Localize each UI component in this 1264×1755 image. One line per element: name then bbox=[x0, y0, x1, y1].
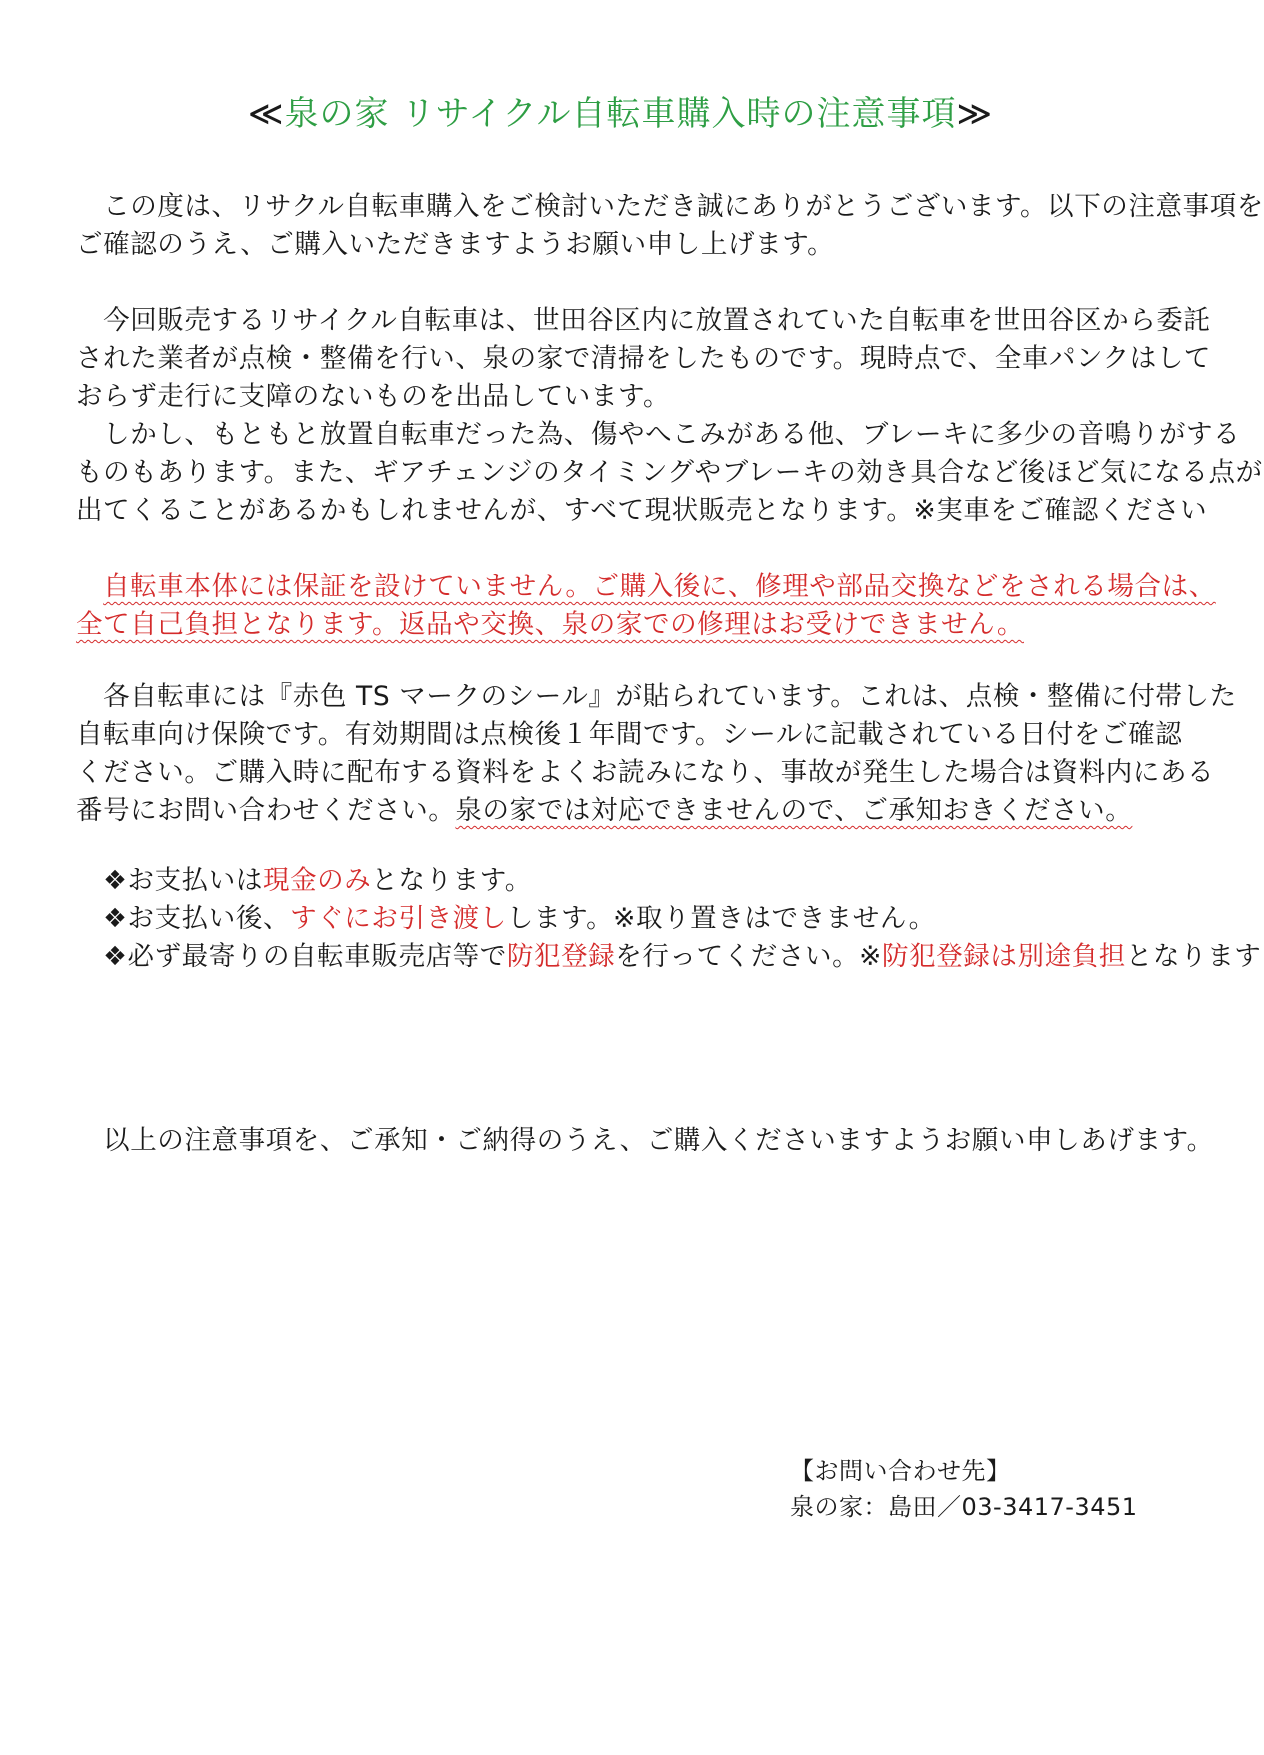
diamond-bullet-icon: ❖ bbox=[103, 941, 128, 972]
notes-list bbox=[76, 862, 1262, 976]
title-text: 泉の家 リサイクル自転車購入時の注意事項 bbox=[284, 94, 957, 134]
insurance-line-4-underlined: 泉の家では対応できませんので、ご承知おきください。 bbox=[455, 795, 1133, 826]
diamond-bullet-icon: ❖ bbox=[103, 865, 128, 896]
insurance-line-2: 自転車向け保険です。有効期間は点検後１年間です。シールに記載されている日付をご確認 bbox=[76, 719, 1183, 750]
diamond-bullet-icon: ❖ bbox=[103, 903, 128, 934]
closing-paragraph bbox=[76, 1122, 1214, 1160]
about-paragraph bbox=[76, 302, 1212, 416]
contact-heading: 【お問い合わせ先】 bbox=[790, 1457, 1011, 1485]
note-item: ❖必ず最寄りの自転車販売店等で防犯登録を行ってください。※防犯登録は別途負担となります bbox=[103, 941, 1262, 972]
title-close-bracket: ≫ bbox=[956, 94, 994, 134]
about-line-2: された業者が点検・整備を行い、泉の家で清掃をしたものです。現時点で、全車パンクはして bbox=[76, 343, 1212, 374]
warranty-paragraph bbox=[76, 568, 1216, 644]
condition-line-1: しかし、もともと放置自転車だった為、傷やへこみがある他、ブレーキに多少の音鳴りがする bbox=[103, 419, 1241, 450]
condition-line-3: 出てくることがあるかもしれませんが、すべて現状販売となります。※実車をご確認ください bbox=[76, 495, 1208, 526]
about-line-1: 今回販売するリサイクル自転車は、世田谷区内に放置されていた自転車を世田谷区から委託 bbox=[103, 305, 1211, 336]
note-item: ❖お支払いは現金のみとなります。 bbox=[103, 865, 532, 896]
closing-text: 以上の注意事項を、ご承知・ご納得のうえ、ご購入くださいますようお願い申しあげます。 bbox=[103, 1125, 1214, 1156]
about-line-3: おらず走行に支障のないものを出品しています。 bbox=[76, 381, 671, 412]
insurance-line-1: 各自転車には『赤色 TS マークのシール』が貼られています。これは、点検・整備に付帯した bbox=[103, 681, 1237, 712]
intro-paragraph bbox=[76, 188, 1264, 264]
note-item: ❖お支払い後、すぐにお引き渡しします。※取り置きはできません。 bbox=[103, 903, 936, 934]
warranty-line-2: 全て自己負担となります。返品や交換、泉の家での修理はお受けできません。 bbox=[76, 609, 1024, 640]
intro-line-2: ご確認のうえ、ご購入いただきますようお願い申し上げます。 bbox=[76, 229, 835, 260]
page-title bbox=[0, 90, 1241, 138]
contact-block bbox=[790, 1453, 1138, 1525]
insurance-paragraph bbox=[76, 678, 1237, 830]
warranty-line-1: 自転車本体には保証を設けていません。ご購入後に、修理や部品交換などをされる場合は、 bbox=[103, 571, 1216, 602]
contact-detail: 泉の家：島田／03-3417-3451 bbox=[790, 1493, 1138, 1521]
intro-line-1: この度は、リサクル自転車購入をご検討いただき誠にありがとうございます。以下の注意事項を bbox=[103, 191, 1264, 222]
insurance-line-3: ください。ご購入時に配布する資料をよくお読みになり、事故が発生した場合は資料内にある bbox=[76, 757, 1215, 788]
insurance-line-4-prefix: 番号にお問い合わせください。 bbox=[76, 795, 456, 826]
condition-line-2: ものもあります。また、ギアチェンジのタイミングやブレーキの効き具合など後ほど気になる点が bbox=[76, 457, 1263, 488]
title-open-bracket: ≪ bbox=[247, 94, 285, 134]
condition-paragraph bbox=[76, 416, 1263, 530]
